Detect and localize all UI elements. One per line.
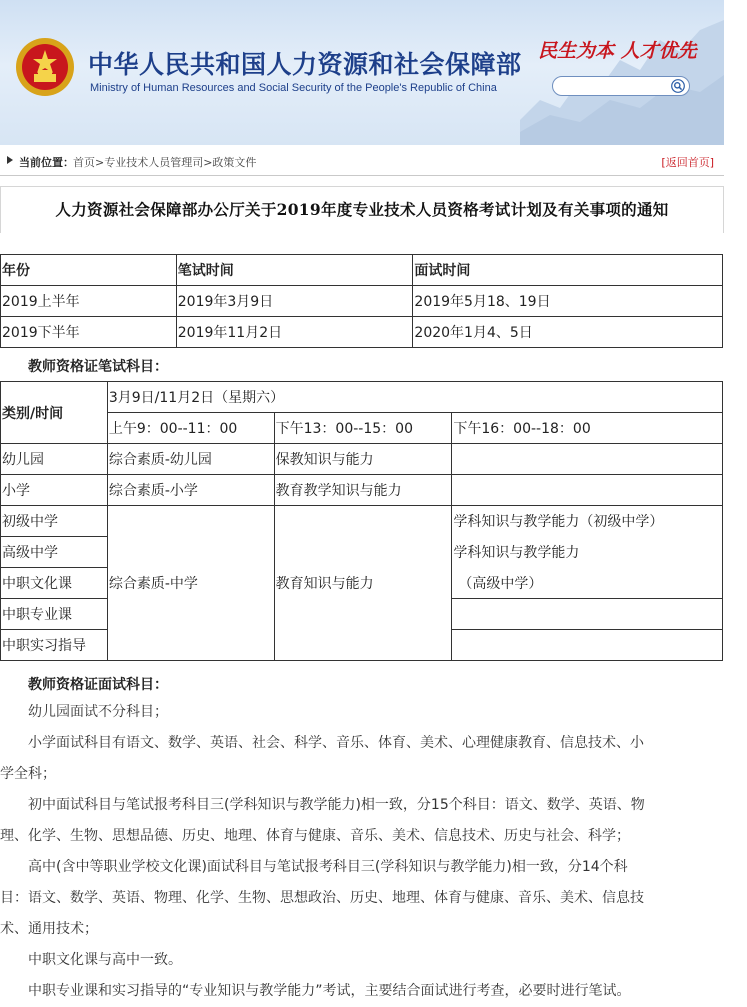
table-row xyxy=(1,382,723,413)
table-cell: 2019年11月2日 xyxy=(176,317,413,348)
table-cell: 2020年1月4、5日 xyxy=(413,317,723,348)
table-cell: （高级中学） xyxy=(452,568,723,599)
table-cell: 教育教学知识与能力 xyxy=(274,475,452,506)
site-title-en: Ministry of Human Resources and Social Security of the People's Republic of China xyxy=(90,82,497,94)
table-row xyxy=(1,475,723,506)
table-cell xyxy=(452,599,723,630)
table-cell: 初级中学 xyxy=(1,506,108,537)
paragraph-line: 学全科； xyxy=(0,766,56,782)
paragraph-line: 中职专业课和实习指导的“专业知识与教学能力”考试，主要结合面试进行考查，必要时进行笔试。 xyxy=(0,983,631,999)
paragraph-line: 中职文化课与高中一致。 xyxy=(0,952,182,968)
breadcrumb-label: 当前位置： xyxy=(19,156,74,169)
written-subjects-heading: 教师资格证笔试科目： xyxy=(28,359,168,375)
table-cell: 保教知识与能力 xyxy=(274,444,452,475)
great-wall-background xyxy=(520,0,724,145)
interview-subjects-heading: 教师资格证面试科目： xyxy=(28,677,168,693)
paragraph-line: 初中面试科目与笔试报考科目三(学科知识与教学能力)相一致，分15个科目：语文、数学、英语、物 xyxy=(0,797,645,813)
table-cell: 幼儿园 xyxy=(1,444,108,475)
site-slogan: 民生为本 人才优先 xyxy=(538,40,697,62)
interview-subjects-text xyxy=(0,697,720,1007)
national-emblem-icon xyxy=(14,36,76,98)
table-cell: 学科知识与教学能力（初级中学） xyxy=(452,506,723,537)
table-cell: 中职实习指导 xyxy=(1,630,108,661)
table-slot-cell: 上午9：00--11：00 xyxy=(107,413,274,444)
table-cell xyxy=(452,444,723,475)
breadcrumb[interactable]: 首页>专业技术人员管理司>政策文件 xyxy=(73,156,257,169)
paragraph-line: 高中(含中等职业学校文化课)面试科目与笔试报考科目三(学科知识与教学能力)相一致，分14个科 xyxy=(0,859,628,875)
table-date-cell: 3月9日/11月2日（星期六） xyxy=(107,382,722,413)
table-cell: 2019年5月18、19日 xyxy=(413,286,723,317)
exam-schedule-table xyxy=(0,254,723,348)
site-title-cn: 中华人民共和国人力资源和社会保障部 xyxy=(88,50,522,79)
paragraph-line: 小学面试科目有语文、数学、英语、社会、科学、音乐、体育、美术、心理健康教育、信息技术、小 xyxy=(0,735,644,751)
table-cell: 中职专业课 xyxy=(1,599,108,630)
table-row xyxy=(1,413,723,444)
table-row xyxy=(1,444,723,475)
site-banner xyxy=(0,0,724,145)
back-home-link[interactable]: [返回首页] xyxy=(661,156,714,169)
table-cell: 综合素质-幼儿园 xyxy=(107,444,274,475)
paragraph-line: 理、化学、生物、思想品德、历史、地理、体育与健康、音乐、美术、信息技术、历史与社会、科学； xyxy=(0,828,630,844)
table-cell: 小学 xyxy=(1,475,108,506)
search-icon[interactable] xyxy=(671,79,685,93)
table-cell: 教育知识与能力 xyxy=(274,506,452,661)
breadcrumb-bar xyxy=(0,148,724,176)
table-row xyxy=(1,506,723,537)
written-subjects-table xyxy=(0,381,723,661)
table-row xyxy=(1,317,723,348)
table-cell: 2019下半年 xyxy=(1,317,177,348)
table-cell: 2019年3月9日 xyxy=(176,286,413,317)
table-cell: 学科知识与教学能力 xyxy=(452,537,723,568)
paragraph-line: 幼儿园面试不分科目； xyxy=(0,704,168,720)
table-cell: 中职文化课 xyxy=(1,568,108,599)
table-cell: 2019上半年 xyxy=(1,286,177,317)
paragraph-line: 术、通用技术； xyxy=(0,921,98,937)
article-title: 人力资源社会保障部办公厅关于2019年度专业技术人员资格考试计划及有关事项的通知 xyxy=(0,186,724,233)
table-cell: 高级中学 xyxy=(1,537,108,568)
table-header-cell: 面试时间 xyxy=(413,255,723,286)
table-row xyxy=(1,286,723,317)
table-cell: 综合素质-中学 xyxy=(107,506,274,661)
table-header-cell: 笔试时间 xyxy=(176,255,413,286)
table-header-row xyxy=(1,255,723,286)
table-header-cell: 年份 xyxy=(1,255,177,286)
arrow-right-icon xyxy=(7,156,13,164)
table-cell xyxy=(452,630,723,661)
table-slot-cell: 下午16：00--18：00 xyxy=(452,413,723,444)
table-corner-cell: 类别/时间 xyxy=(1,382,108,444)
table-slot-cell: 下午13：00--15：00 xyxy=(274,413,452,444)
table-cell xyxy=(452,475,723,506)
paragraph-line: 目：语文、数学、英语、物理、化学、生物、思想政治、历史、地理、体育与健康、音乐、美术、信息技 xyxy=(0,890,644,906)
table-cell: 综合素质-小学 xyxy=(107,475,274,506)
search-input[interactable] xyxy=(552,76,690,96)
